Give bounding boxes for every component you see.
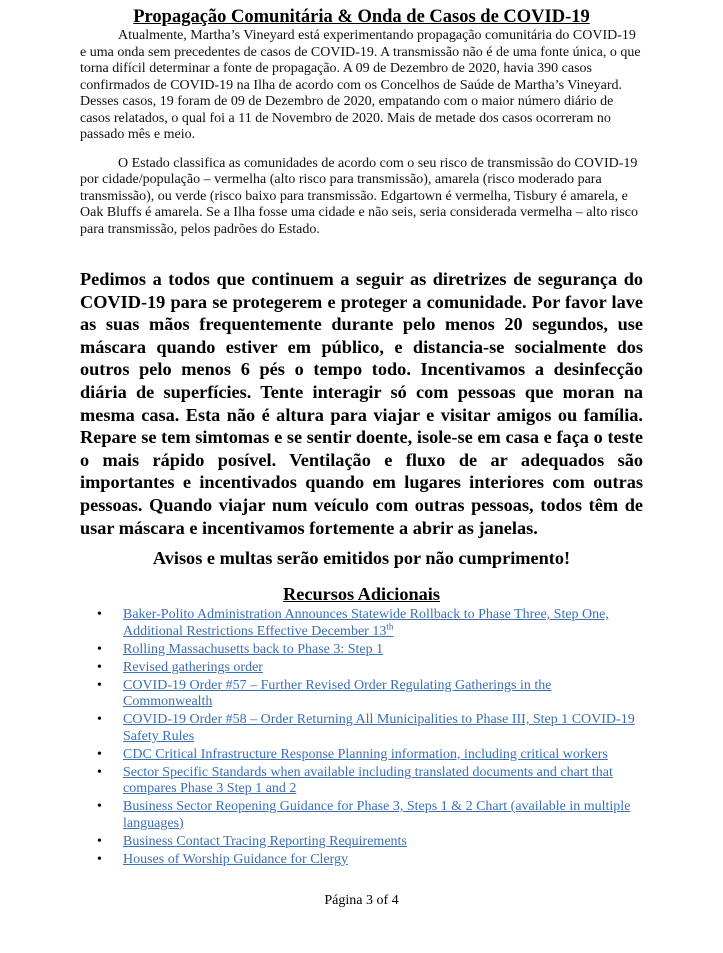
resource-link[interactable]: Business Contact Tracing Reporting Requirements	[123, 833, 407, 849]
bullet-icon: •	[97, 764, 102, 780]
bullet-icon: •	[97, 851, 102, 867]
resource-item	[97, 677, 643, 711]
classification-paragraph: O Estado classifica as comunidades de acordo com o seu risco de transmissão do COVID-19 por cidade/população – vermelha (alto risco para transmissão), amarela (risco moderado para transmissão), ou verde (risco baixo para transmissão. Edgartown é vermelha, Tisbury é amarela, e Oak Bluffs é amarela. Se a Ilha fosse uma cidade e não seis, seria considerada vermelha – alto risco para transmissão, pelos padrões do Estado.	[80, 155, 638, 237]
resource-item	[97, 712, 643, 745]
bullet-icon: •	[97, 799, 102, 815]
bullet-icon: •	[97, 833, 102, 849]
resource-link[interactable]: Sector Specific Standards when available including translated documents and chart that compares Phase 3 Step 1 and 2	[123, 764, 613, 797]
resource-link[interactable]: Rolling Massachusetts back to Phase 3: Step 1	[123, 641, 384, 657]
resource-item	[97, 659, 643, 677]
resource-link[interactable]: COVID-19 Order #58 – Order Returning All Municipalities to Phase III, Step 1 COVID-19 Safety Rules	[123, 712, 635, 744]
warning-text: Avisos e multas serão emitidos por não cumprimento!	[152, 548, 571, 569]
resources-heading: Recursos Adicionais	[283, 584, 440, 605]
intro-paragraph: Atualmente, Martha’s Vineyard está experimentando propagação comunitária do COVID-19 e uma onda sem precedentes de casos de COVID-19. A transmissão não é de uma fonte única, o que torna difícil determinar a fonte de propagação. A 09 de Dezembro de 2020, havia 390 casos confirmados de COVID-19 na Ilha de acordo com os Concelhos de Saúde de Martha’s Vineyard. Desses casos, 19 foram de 09 de Dezembro de 2020, empatando com o maior número diário de casos relatados, o qual foi a 11 de Novembro de 2020. Mais de metade dos casos ocorreram no passado mês e meio.	[80, 28, 641, 142]
bullet-icon: •	[97, 712, 102, 728]
page-title: Propagação Comunitária & Onda de Casos de COVID-19	[133, 7, 590, 27]
resource-link[interactable]: Business Sector Reopening Guidance for Phase 3, Steps 1 & 2 Chart (available in multiple languages)	[123, 799, 631, 831]
page-number: Página 3 of 4	[324, 893, 399, 908]
bullet-icon: •	[97, 659, 102, 675]
resource-item	[97, 799, 643, 832]
resource-link[interactable]: CDC Critical Infrastructure Response Planning information, including critical workers	[123, 746, 608, 762]
resource-item	[97, 641, 643, 659]
resource-link-superscript: th	[386, 620, 394, 631]
bullet-icon: •	[97, 677, 102, 693]
resource-link[interactable]: COVID-19 Order #57 – Further Revised Order Regulating Gatherings in the Commonwealth	[123, 677, 552, 710]
resource-link[interactable]: Revised gatherings order	[123, 659, 263, 675]
resource-link[interactable]: Houses of Worship Guidance for Clergy	[123, 851, 349, 867]
bullet-icon: •	[97, 641, 102, 657]
bullet-icon: •	[97, 607, 102, 623]
resource-item	[97, 833, 643, 851]
resource-link[interactable]: Baker-Polito Administration Announces Statewide Rollback to Phase Three, Step One, Additional Restrictions Effective December 13th	[123, 607, 609, 639]
resource-item	[97, 607, 643, 640]
guidance-paragraph: Pedimos a todos que continuem a seguir as diretrizes de segurança do COVID-19 para se protegerem e proteger a comunidade. Por favor lave as suas mãos frequentemente durante pelo menos 20 segundos, use máscara quando estiver em público, e distancia-se socialmente dos outros pelo menos 6 pés o tempo todo. Incentivamos a desinfecção diária de superfícies. Tente interagir só com pessoas que moran na mesma casa. Esta não é altura para viajar e visitar amigos ou família. Repare se tem simtomas e se sentir doente, isole-se em casa e faça o teste o mais rápido posível. Ventilação e fluxo de ar adequados são importantes e incentivados quando em lugares interiores com outras pessoas. Quando viajar num veículo com outras pessoas, todos têm de usar máscara e incentivamos fortemente a abrir as janelas.	[80, 269, 643, 538]
resource-item	[97, 764, 643, 798]
bullet-icon: •	[97, 746, 102, 762]
resource-item	[97, 746, 643, 764]
resource-item	[97, 851, 643, 869]
resources-list	[80, 607, 643, 868]
